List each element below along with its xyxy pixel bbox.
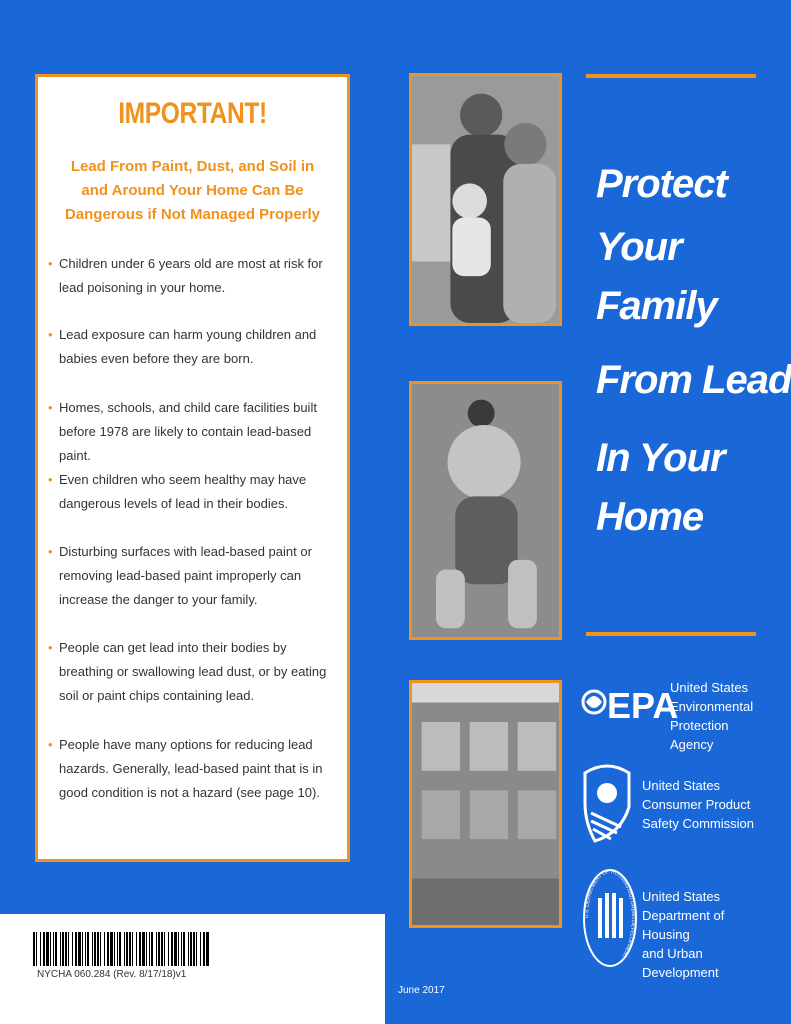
title-line: Home xyxy=(596,495,704,539)
title-line: Protect xyxy=(596,162,727,206)
list-item: • Homes, schools, and child care facilities built before 1978 are likely to contain lead-based paint. xyxy=(48,400,317,463)
important-subtitle: Lead From Paint, Dust, and Soil in and Around Your Home Can Be Dangerous if Not Managed Properly xyxy=(64,158,321,223)
cpsc-name: United States Consumer Product Safety Commission xyxy=(642,778,754,831)
svg-text:U.S. DEPARTMENT OF HOUSING AND: U.S. DEPARTMENT OF HOUSING AND URBAN DEVELOPMENT xyxy=(583,868,637,959)
list-item: • People have many options for reducing lead hazards. Generally, lead-based paint that is in good condition is not a hazard (see page 10). xyxy=(48,737,323,800)
list-item: • People can get lead into their bodies by breathing or swallowing lead dust, or by eating soil or paint chips containing lead. xyxy=(48,640,327,703)
barcode xyxy=(33,932,211,966)
title-line: Family xyxy=(596,284,717,328)
list-item: • Children under 6 years old are most at risk for lead poisoning in your home. xyxy=(48,256,323,295)
title-line: From Lead xyxy=(596,358,791,402)
hud-seal-icon xyxy=(580,868,640,968)
hud-name: United States Department of Housing and Urban Development xyxy=(642,889,725,980)
title-line: In Your xyxy=(596,436,725,480)
list-item: • Disturbing surfaces with lead-based paint or removing lead-based paint improperly can increase the danger to your family. xyxy=(48,544,312,607)
row-houses-photo xyxy=(409,680,562,928)
title-line: Your xyxy=(596,225,682,269)
top-rule xyxy=(586,74,756,78)
publication-date: June 2017 xyxy=(398,985,445,996)
baby-photo xyxy=(409,381,562,640)
epa-name: United States Environmental Protection Agency xyxy=(670,680,754,752)
form-code: NYCHA 060.284 (Rev. 8/17/18)v1 xyxy=(37,969,187,980)
family-photo xyxy=(409,73,562,326)
epa-logo xyxy=(581,680,679,726)
epa-logo-text: EPA xyxy=(607,685,679,726)
list-item: • Even children who seem healthy may have dangerous levels of lead in their bodies. xyxy=(48,472,307,511)
list-item: • Lead exposure can harm young children and babies even before they are born. xyxy=(48,327,317,366)
important-title: IMPORTANT! xyxy=(118,97,267,130)
cpsc-logo-icon xyxy=(581,763,633,845)
important-box xyxy=(35,74,350,862)
bottom-rule xyxy=(586,632,756,636)
